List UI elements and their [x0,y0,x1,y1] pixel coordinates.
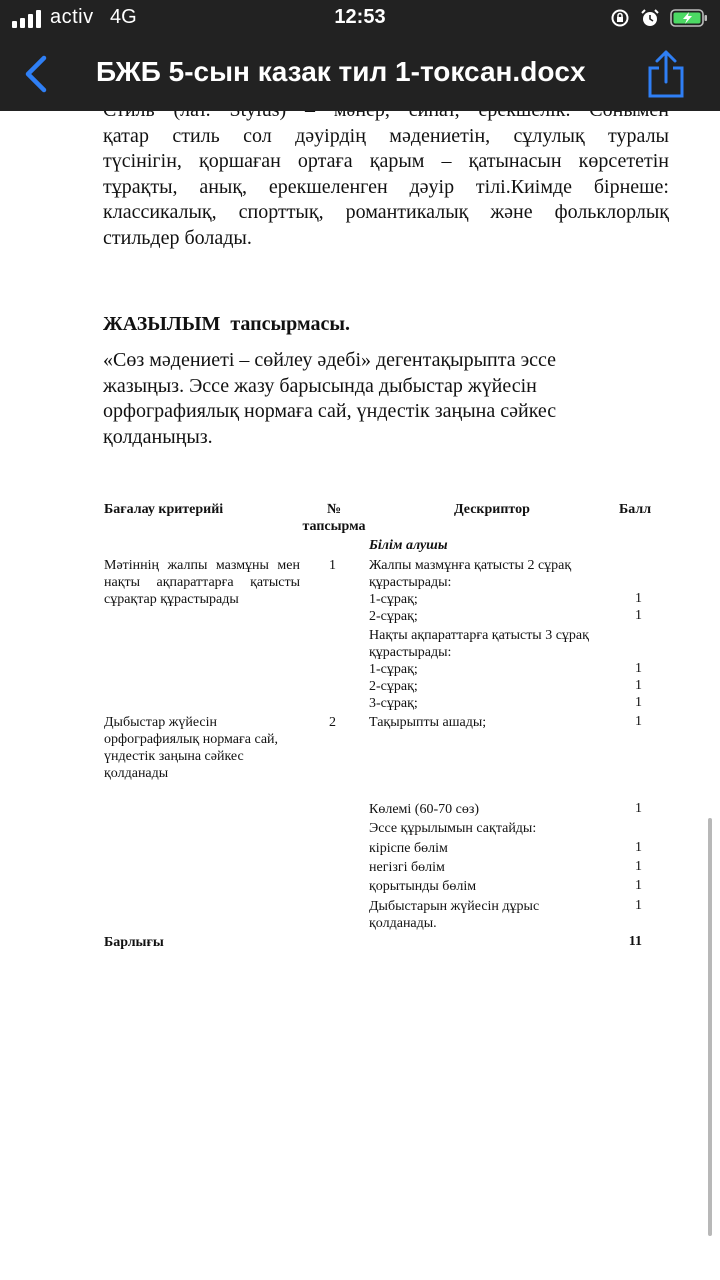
descriptor-text: 2-сұрақ; [369,609,418,624]
criterion-line: үндестік заңына сәйкес [104,749,244,764]
score-cell: 1 [635,801,642,816]
descriptor-text: Дыбыстарын жүйесін дұрыс [369,899,540,914]
orientation-lock-icon [610,8,630,28]
task-number-cell: 2 [329,715,336,730]
score-cell: 1 [635,714,642,729]
alarm-icon [640,8,660,28]
descriptor-text: 3-сұрақ; [369,696,418,711]
score-cell: 1 [635,859,642,874]
task-number-cell: 1 [329,558,336,573]
criterion-line: сұрақтар құрастырады [104,592,239,607]
criterion-line: Дыбыстар жүйесін [104,715,218,730]
score-cell: 1 [635,591,642,606]
header-task-number [300,501,368,535]
header-score: Балл [619,502,652,517]
intro-line: қатар стиль сол дәуірдің мәдениетін, сұлулық туралы [103,124,669,147]
descriptor-text: қорытынды бөлім [369,879,477,894]
header-task-number-symbol: № [326,502,342,517]
descriptor-text: 1-сұрақ; [369,592,418,607]
essay-line: жазыңыз. Эссе жазу барысында дыбыстар жүйесін [103,374,537,397]
descriptor-text: Тақырыпты ашады; [369,715,487,730]
score-cell: 1 [635,678,642,693]
descriptor-text: 1-сұрақ; [369,662,418,677]
score-cell: 1 [635,898,642,913]
network-type: 4G [110,6,137,28]
intro-paragraph [103,98,669,251]
descriptor-text: кіріспе бөлім [369,841,448,856]
descriptor-text: құрастырады: [369,575,452,590]
header-criteria: Бағалау критерийі [104,502,224,517]
score-cell: 1 [635,840,642,855]
carrier-name: activ [50,6,94,28]
essay-line: «Сөз мәдениеті – сөйлеу әдебі» дегентақырыпта эссе [103,349,557,371]
header-descriptor: Дескриптор [454,502,530,517]
intro-line: классикалық, спорттық, романтикалық және фольклорлық [103,201,669,223]
descriptor-text: Нақты ақпараттарға қатысты 3 сұрақ [369,628,589,643]
scrollbar[interactable] [708,818,712,1236]
essay-line: орфографиялық нормаға сай, үндестік заңына сәйкес [103,400,557,422]
score-cell: 1 [635,878,642,893]
descriptor-text: 2-сұрақ; [369,679,418,694]
total-label: Барлығы [104,935,164,950]
status-icons [610,8,708,28]
descriptor-text: құрастырады: [369,645,452,660]
back-button[interactable] [18,50,58,98]
share-icon [644,48,688,100]
essay-task-paragraph [103,348,669,450]
descriptor-text: Көлемі (60-70 сөз) [369,802,480,817]
criterion-cell [104,714,300,782]
intro-line: стильдер болады. [103,226,252,249]
score-cell: 1 [635,661,642,676]
criterion-line: Мәтіннің жалпы мазмұны мен [104,558,300,573]
descriptor-text: Эссе құрылымын сақтайды: [369,821,537,836]
top-bar [0,0,720,111]
criterion-line: қолданады [104,766,169,781]
intro-line: түсінігін, қоршаған ортаға қарым – қатынасын көрсететін [103,150,669,172]
header-task-number-label: тапсырма [302,519,366,534]
learner-label: Білім алушы [369,538,448,553]
status-bar [0,0,720,38]
intro-line: тұрақты, анық, ерекшеленген дәуір тілі.Киімде бірнеше: [103,175,669,198]
navigation-bar [0,38,720,111]
status-time: 12:53 [334,6,386,28]
essay-line: қолданыңыз. [103,425,213,448]
score-cell: 1 [635,695,642,710]
document-title: БЖБ 5-сын казак тил 1-токсан.docx [96,56,586,87]
descriptor-text: қолданады. [369,916,437,931]
battery-icon [670,8,708,28]
chevron-left-icon [18,50,58,98]
descriptor-text: Жалпы мазмұнға қатысты 2 сұрақ [369,558,572,573]
section-heading: ЖАЗЫЛЫМ тапсырмасы. [103,313,350,335]
share-button[interactable] [644,48,688,100]
total-value: 11 [628,934,642,949]
criterion-line: нақты ақпараттарға қатысты [104,575,300,590]
criterion-line: орфографиялық нормаға сай, [104,732,279,747]
criterion-cell [104,557,300,608]
score-cell: 1 [635,608,642,623]
descriptor-text: негізгі бөлім [369,860,445,875]
